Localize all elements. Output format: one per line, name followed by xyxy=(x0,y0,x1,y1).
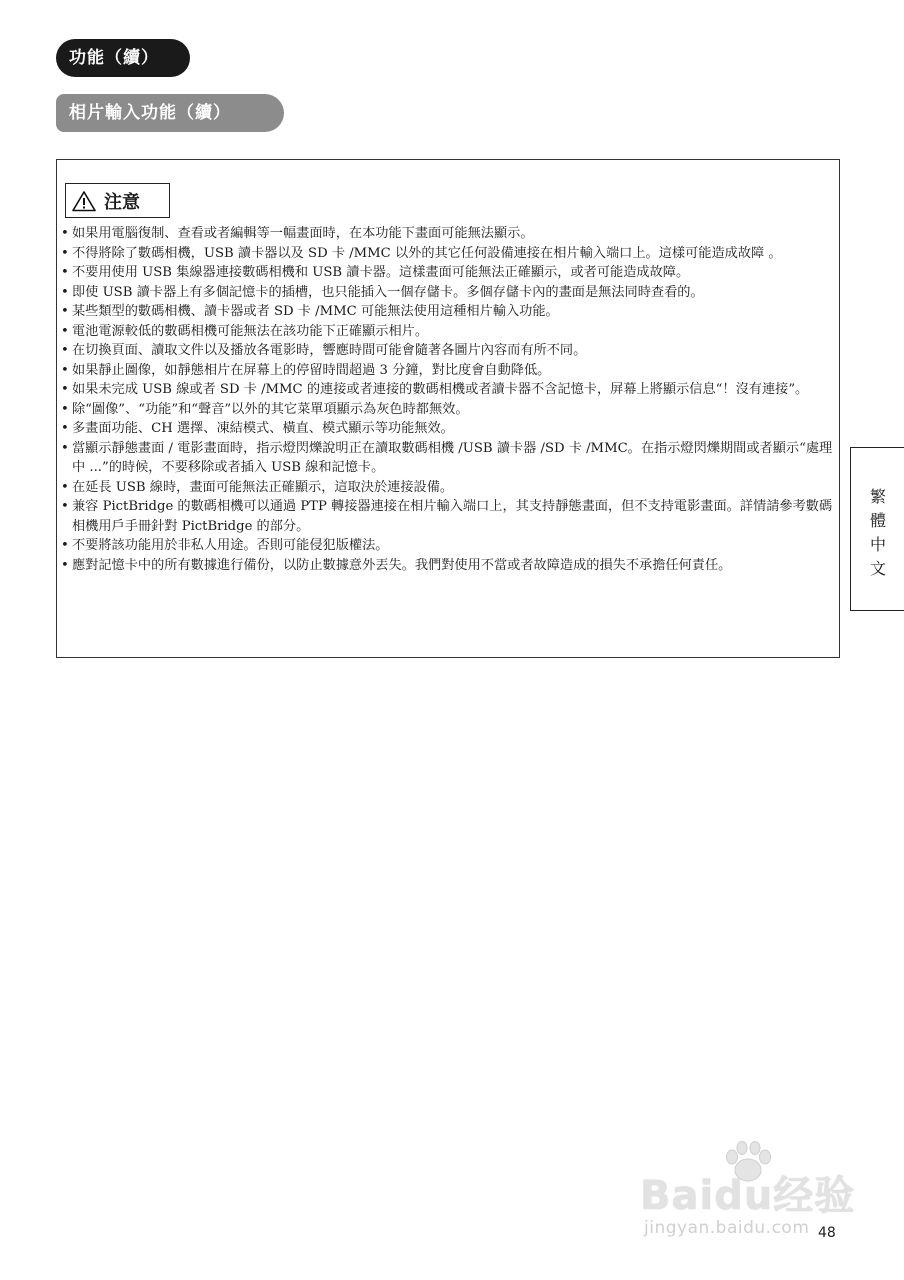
page-number: 48 xyxy=(818,1225,836,1241)
language-side-tab xyxy=(850,447,904,611)
caution-item: • 在延長 USB 線時，畫面可能無法正確顯示，這取決於連接設備。 xyxy=(61,478,833,498)
caution-box xyxy=(56,159,840,658)
caution-item: • 兼容 PictBridge 的數碼相機可以通過 PTP 轉接器連接在相片輸入端口上，其支持靜態畫面，但不支持電影畫面。詳情請參考數碼相機用戶手冊針對 PictBridge 的部分。 xyxy=(61,497,833,536)
caution-item: • 電池電源較低的數碼相機可能無法在該功能下正確顯示相片。 xyxy=(61,322,833,342)
caution-item: • 除“圖像”、“功能”和“聲音”以外的其它菜單項顯示為灰色時都無效。 xyxy=(61,400,833,420)
subsection-title: 相片輸入功能（續） xyxy=(56,94,284,132)
section-title: 功能（續） xyxy=(56,39,190,77)
warning-triangle-icon xyxy=(72,190,96,212)
caution-item: • 當顯示靜態畫面 / 電影畫面時，指示燈閃爍說明正在讀取數碼相機 /USB 讀卡器 /SD 卡 /MMC。在指示燈閃爍期間或者顯示“處理中 ...”的時候，不要移除或者插入 USB 線和記憶卡。 xyxy=(61,439,833,478)
caution-item: • 應對記憶卡中的所有數據進行備份，以防止數據意外丟失。我們對使用不當或者故障造成的損失不承擔任何責任。 xyxy=(61,556,833,576)
side-tab-char: 繁 xyxy=(869,487,886,506)
watermark-logo-text: Baidu经验 xyxy=(640,1173,856,1219)
caution-item: • 在切換頁面、讀取文件以及播放各電影時，響應時間可能會隨著各圖片內容而有所不同。 xyxy=(61,341,833,361)
caution-item: • 多畫面功能、CH 選擇、凍結模式、橫直、模式顯示等功能無效。 xyxy=(61,419,833,439)
caution-label-text: 注意 xyxy=(104,191,140,213)
caution-item: • 如果用電腦復制、查看或者編輯等一幅畫面時，在本功能下畫面可能無法顯示。 xyxy=(61,224,833,244)
side-tab-char: 中 xyxy=(869,535,886,554)
caution-item: • 不要將該功能用於非私人用途。否則可能侵犯版權法。 xyxy=(61,536,833,556)
side-tab-char: 文 xyxy=(869,559,886,578)
caution-item: • 不要用使用 USB 集線器連接數碼相機和 USB 讀卡器。這樣畫面可能無法正確顯示，或者可能造成故障。 xyxy=(61,263,833,283)
caution-item: • 如果靜止圖像，如靜態相片在屏幕上的停留時間超過 3 分鐘，對比度會自動降低。 xyxy=(61,361,833,381)
caution-item: • 如果未完成 USB 線或者 SD 卡 /MMC 的連接或者連接的數碼相機或者讀卡器不含記憶卡，屏幕上將顯示信息“！沒有連接”。 xyxy=(61,380,833,400)
caution-label xyxy=(65,183,170,218)
caution-list xyxy=(61,224,833,575)
watermark-url: jingyan.baidu.com xyxy=(644,1218,810,1238)
side-tab-char: 體 xyxy=(869,511,886,530)
caution-item: • 某些類型的數碼相機、讀卡器或者 SD 卡 /MMC 可能無法使用這種相片輸入功能。 xyxy=(61,302,833,322)
caution-item: • 不得將除了數碼相機，USB 讀卡器以及 SD 卡 /MMC 以外的其它任何設備連接在相片輸入端口上。這樣可能造成故障 。 xyxy=(61,244,833,264)
caution-item: • 即使 USB 讀卡器上有多個記憶卡的插槽，也只能插入一個存儲卡。多個存儲卡內的畫面是無法同時查看的。 xyxy=(61,283,833,303)
